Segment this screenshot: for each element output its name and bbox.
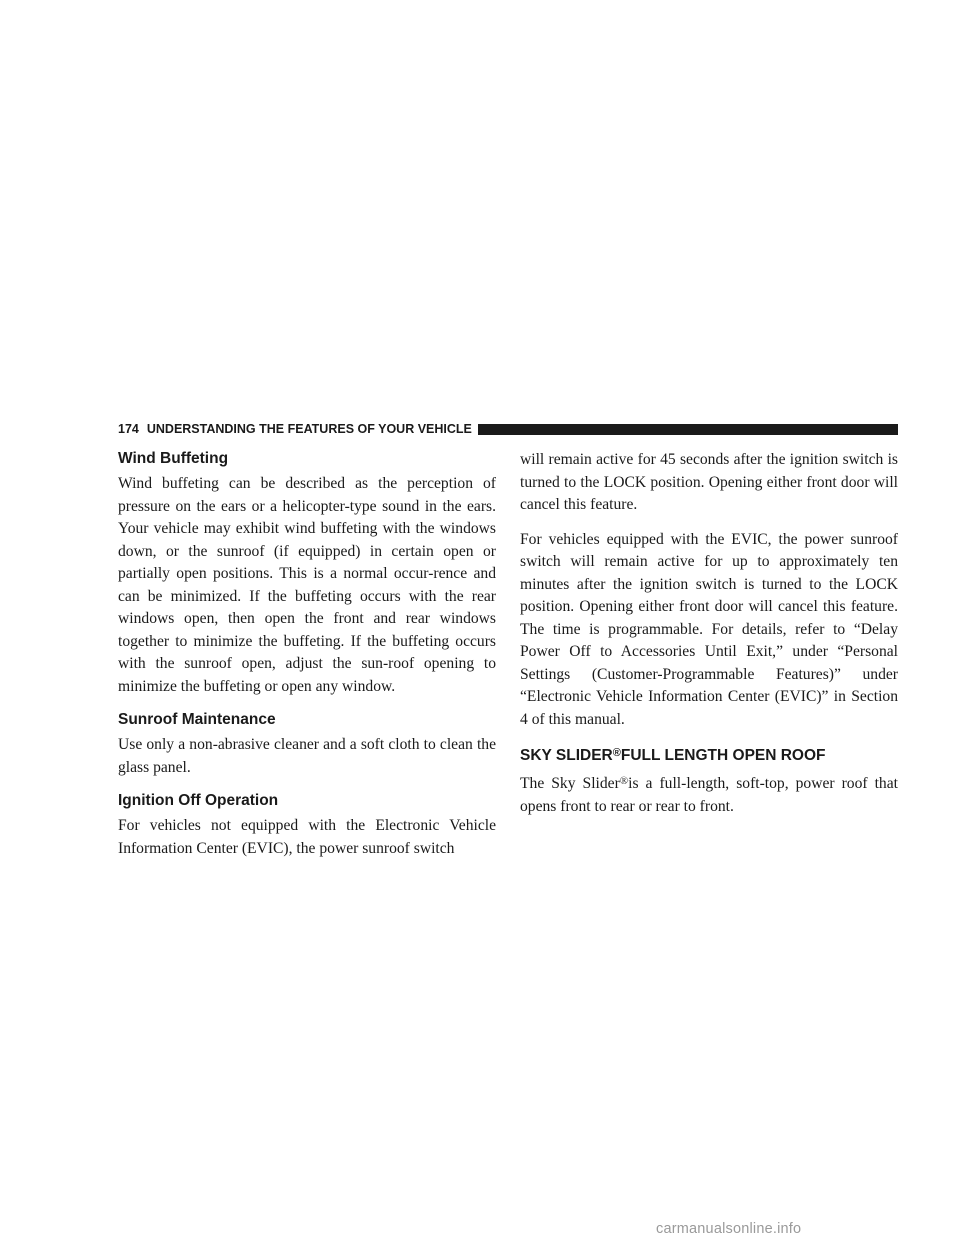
page-number: 174	[118, 422, 139, 436]
ignition-off-heading: Ignition Off Operation	[118, 792, 279, 809]
registered-mark: ®	[619, 775, 629, 787]
page-header	[118, 421, 898, 437]
wind-buffeting-paragraph: Wind buffeting can be described as the perception of pressure on the ears or a helicopter-type sound in the ears. Your vehicle may exhibit wind buffeting with the windows down, or the sunroof (if equipped) in certain open or partially open positions. This is a normal occur-rence and can be minimized. If the buffeting occurs with the rear windows open, then open the front and rear windows together to minimize the buffeting. If the buffeting occurs with the sunroof open, adjust the sun-roof opening to minimize the buffeting or open any window.	[118, 475, 496, 695]
right-column	[520, 449, 898, 818]
sky-slider-heading	[520, 743, 898, 766]
registered-mark: ®	[612, 747, 621, 759]
sky-slider-description: is a full-length, soft-top, power roof that opens front to rear or rear to front.	[520, 775, 898, 815]
header-rule	[478, 424, 898, 435]
left-column	[118, 449, 496, 860]
ignition-off-paragraph: For vehicles not equipped with the Electronic Vehicle Information Center (EVIC), the power sunroof switch	[118, 817, 496, 857]
ignition-continued-paragraph: will remain active for 45 seconds after the ignition switch is turned to the LOCK position. Opening either front door will cancel this feature.	[520, 451, 898, 513]
sunroof-maintenance-heading: Sunroof Maintenance	[118, 711, 276, 728]
section-title: UNDERSTANDING THE FEATURES OF YOUR VEHICLE	[146, 422, 472, 436]
sky-slider-heading-text: SKY SLIDER	[520, 747, 613, 764]
evic-paragraph: For vehicles equipped with the EVIC, the power sunroof switch will remain active for up to approximately ten minutes after the ignition switch is turned to the LOCK position. Opening either front door will cancel this feature. The time is programmable. For details, refer to “Delay Power Off to Accessories Until Exit,” under “Personal Settings (Customer-Programmable Features)” under “Electronic Vehicle Information Center (EVIC)” in Section 4 of this manual.	[520, 530, 898, 728]
sky-slider-name: The Sky Slider	[520, 775, 620, 792]
watermark: carmanualsonline.info	[656, 1221, 802, 1237]
wind-buffeting-heading: Wind Buffeting	[118, 450, 229, 467]
sky-slider-paragraph	[520, 770, 898, 818]
sky-slider-heading-rest: FULL LENGTH OPEN ROOF	[620, 747, 826, 764]
sunroof-maintenance-paragraph: Use only a non-abrasive cleaner and a soft cloth to clean the glass panel.	[118, 736, 496, 776]
